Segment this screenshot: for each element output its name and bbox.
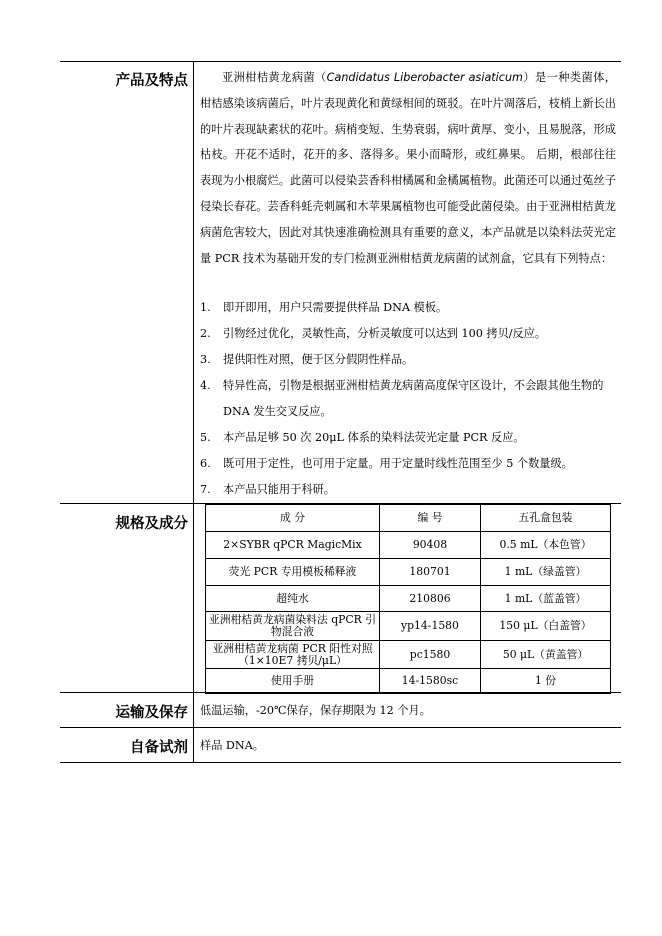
- spec-component: 荧光 PCR 专用模板稀释液: [206, 559, 380, 586]
- intro-prefix: 亚洲柑桔黄龙病菌（: [222, 71, 327, 84]
- intro-suffix: ）是一种类菌体，柑桔感染该病菌后，叶片表现黄化和黄绿相间的斑驳。在叶片凋落后，枝梢上新长出的叶片表现缺素状的花叶。病梢变短、生势衰弱，病叶黄厚、变小，且易脱落，形成枯枝。开花不适时，花开的多、落得多。果小而畸形，或红鼻果。 后期，根部往往表现为小根腐烂。此菌可以侵染芸香科柑橘属和金橘属植物。此菌还可以通过菟丝子侵染长春花。芸香科蚝壳刺属和木苹果属植物也可能受此菌侵染。由于亚洲柑桔黄龙病菌危害较大，因此对其快速准确检测具有重要的意义，本产品就是以染料法荧光定量 PCR 技术为基础开发的专门检测亚洲柑桔黄龙病菌的试剂盒，它具有下列特点：: [200, 71, 616, 265]
- spec-header-package: 五孔盒包装: [481, 505, 611, 532]
- table-row: [206, 669, 611, 694]
- spec-code: 90408: [380, 532, 481, 559]
- feature-text: 引物经过优化，灵敏性高，分析灵敏度可以达到 100 拷贝/反应。: [223, 327, 547, 340]
- reagents-label: 自备试剂: [130, 740, 188, 756]
- spec-code: 180701: [380, 559, 481, 586]
- feature-number: 3.: [200, 353, 211, 366]
- spec-header-component: 成 分: [206, 505, 380, 532]
- feature-item: [200, 451, 616, 477]
- spec-package: 150 μL（白盖管）: [481, 612, 611, 641]
- table-row: [206, 532, 611, 559]
- spec-component: 亚洲柑桔黄龙病菌染料法 qPCR 引物混合液: [206, 612, 380, 641]
- spec-component: 亚洲柑桔黄龙病菌 PCR 阳性对照（1×10E7 拷贝/μL）: [206, 641, 380, 669]
- row-divider-storage-reagents: [60, 727, 621, 728]
- feature-item: [200, 477, 616, 503]
- spec-header-row: [206, 505, 611, 532]
- feature-item: [200, 425, 616, 451]
- feature-list: [200, 295, 616, 503]
- table-row: [206, 612, 611, 641]
- reagents-text: 样品 DNA。: [200, 739, 264, 752]
- spec-label: 规格及成分: [115, 516, 188, 532]
- feature-text: 特异性高，引物是根据亚洲柑桔黄龙病菌高度保守区设计，不会跟其他生物的 DNA 发生交叉反应。: [223, 379, 604, 418]
- features-label: 产品及特点: [115, 73, 188, 89]
- spec-package: 50 μL（黄盖管）: [481, 641, 611, 669]
- feature-text: 提供阳性对照，便于区分假阴性样品。: [223, 353, 414, 366]
- spec-package: 1 mL（蓝盖管）: [481, 586, 611, 612]
- storage-text: 低温运输，-20℃保存，保存期限为 12 个月。: [200, 704, 431, 717]
- feature-number: 1.: [200, 301, 211, 314]
- feature-item: [200, 347, 616, 373]
- feature-text: 本产品只能用于科研。: [223, 483, 335, 496]
- feature-item: [200, 321, 616, 347]
- storage-label: 运输及保存: [115, 705, 188, 721]
- feature-item: [200, 295, 616, 321]
- feature-number: 5.: [200, 431, 211, 444]
- spec-code: 14-1580sc: [380, 669, 481, 694]
- feature-text: 既可用于定性，也可用于定量。用于定量时线性范围至少 5 个数量级。: [223, 457, 573, 470]
- table-row: [206, 559, 611, 586]
- feature-item: [200, 373, 616, 425]
- spec-code: 210806: [380, 586, 481, 612]
- spec-component: 使用手册: [206, 669, 380, 694]
- table-bottom-border: [60, 762, 621, 763]
- table-top-border: [60, 61, 621, 62]
- spec-package: 0.5 mL（本色管）: [481, 532, 611, 559]
- spec-component: 超纯水: [206, 586, 380, 612]
- spec-package: 1 份: [481, 669, 611, 694]
- feature-text: 即开即用，用户只需要提供样品 DNA 模板。: [223, 301, 448, 314]
- spec-table: [205, 504, 611, 694]
- spec-header-code: 编 号: [380, 505, 481, 532]
- spec-code: yp14-1580: [380, 612, 481, 641]
- feature-number: 4.: [200, 379, 211, 392]
- feature-number: 6.: [200, 457, 211, 470]
- spec-package: 1 mL（绿盖管）: [481, 559, 611, 586]
- table-row: [206, 641, 611, 669]
- feature-number: 2.: [200, 327, 211, 340]
- spec-code: pc1580: [380, 641, 481, 669]
- feature-text: 本产品足够 50 次 20μL 体系的染料法荧光定量 PCR 反应。: [223, 431, 525, 444]
- spec-component: 2×SYBR qPCR MagicMix: [206, 532, 380, 559]
- table-row: [206, 586, 611, 612]
- product-description: [200, 65, 616, 271]
- column-divider: [193, 61, 194, 762]
- feature-number: 7.: [200, 483, 211, 496]
- pathogen-latin-name: Candidatus Liberobacter asiaticum: [326, 71, 523, 84]
